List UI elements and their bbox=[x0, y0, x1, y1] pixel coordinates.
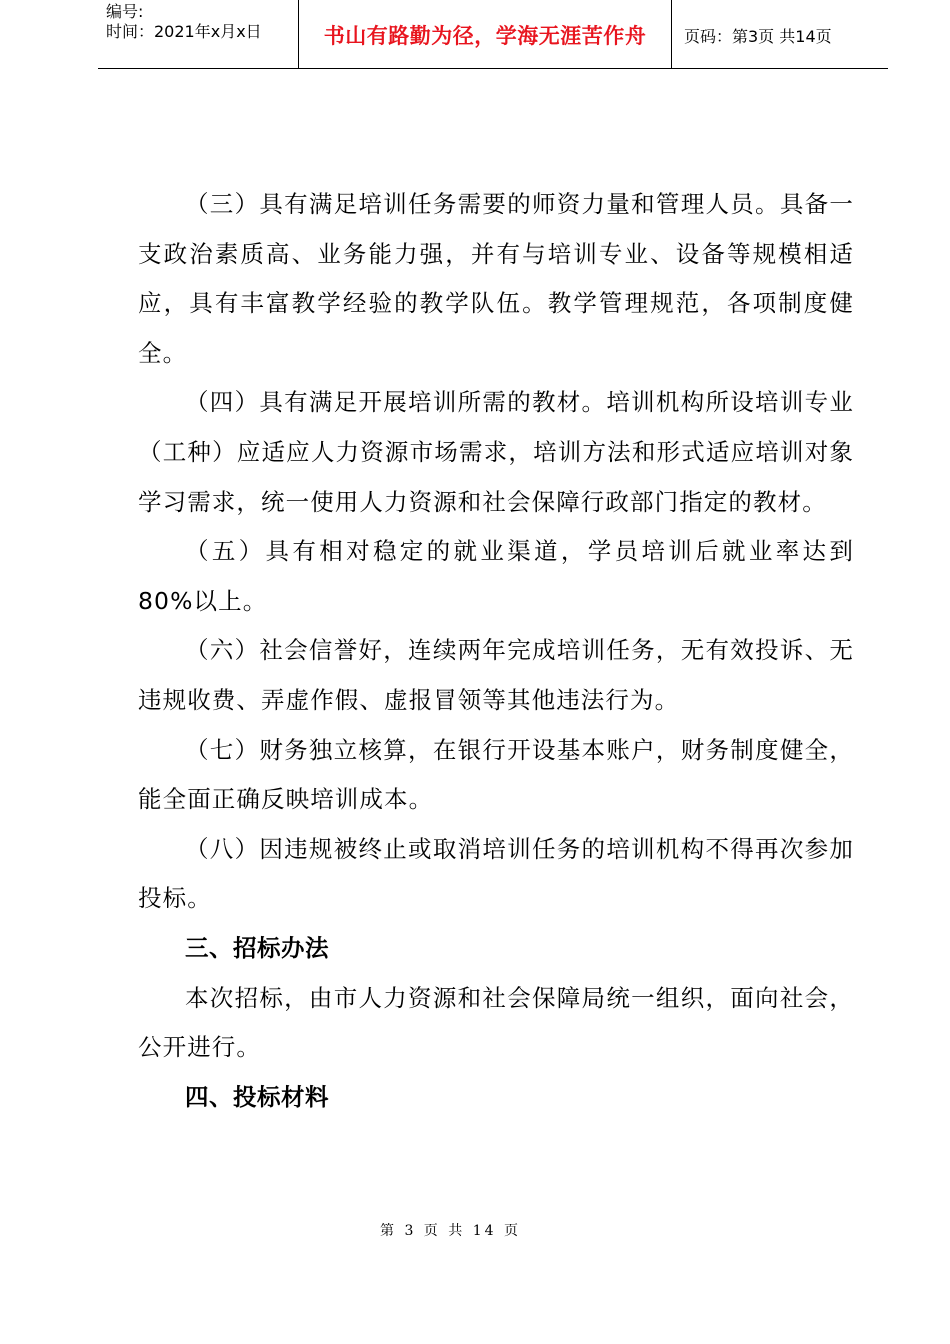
paragraph-8: （八）因违规被终止或取消培训任务的培训机构不得再次参加投标。 bbox=[138, 834, 854, 913]
page-header bbox=[98, 0, 888, 69]
paragraph-3: （三）具有满足培训任务需要的师资力量和管理人员。具备一支政治素质高、业务能力强，并有与培训专业、设备等规模相适应，具有丰富教学经验的教学队伍。教学管理规范，各项制度健全。 bbox=[138, 190, 854, 367]
header-divider bbox=[671, 0, 672, 68]
header-meta bbox=[106, 2, 262, 42]
header-motto: 书山有路勤为径，学海无涯苦作舟 bbox=[323, 24, 647, 48]
paragraph-6: （六）社会信誉好，连续两年完成培训任务，无有效投诉、无违规收费、弄虚作假、虚报冒领等其他违法行为。 bbox=[138, 636, 854, 714]
paragraph-5: （五）具有相对稳定的就业渠道，学员培训后就业率达到80%以上。 bbox=[138, 537, 854, 615]
paragraph-7: （七）财务独立核算，在银行开设基本账户，财务制度健全，能全面正确反映培训成本。 bbox=[138, 735, 854, 814]
section-heading-3: 三、招标办法 bbox=[185, 933, 329, 962]
header-number-label: 编号: bbox=[106, 2, 144, 21]
page-footer: 第 3 页 共 14 页 bbox=[380, 1223, 521, 1239]
paragraph-4: （四）具有满足开展培训所需的教材。培训机构所设培训专业（工种）应适应人力资源市场需求，培训方法和形式适应培训对象学习需求，统一使用人力资源和社会保障行政部门指定的教材。 bbox=[138, 388, 854, 516]
header-time-label: 时间：2021年x月x日 bbox=[106, 22, 262, 41]
section-heading-4: 四、投标材料 bbox=[185, 1082, 329, 1111]
document-body bbox=[138, 180, 854, 1122]
header-page-info: 页码：第3页 共14页 bbox=[684, 27, 832, 46]
paragraph-9: 本次招标，由市人力资源和社会保障局统一组织，面向社会，公开进行。 bbox=[138, 983, 854, 1062]
